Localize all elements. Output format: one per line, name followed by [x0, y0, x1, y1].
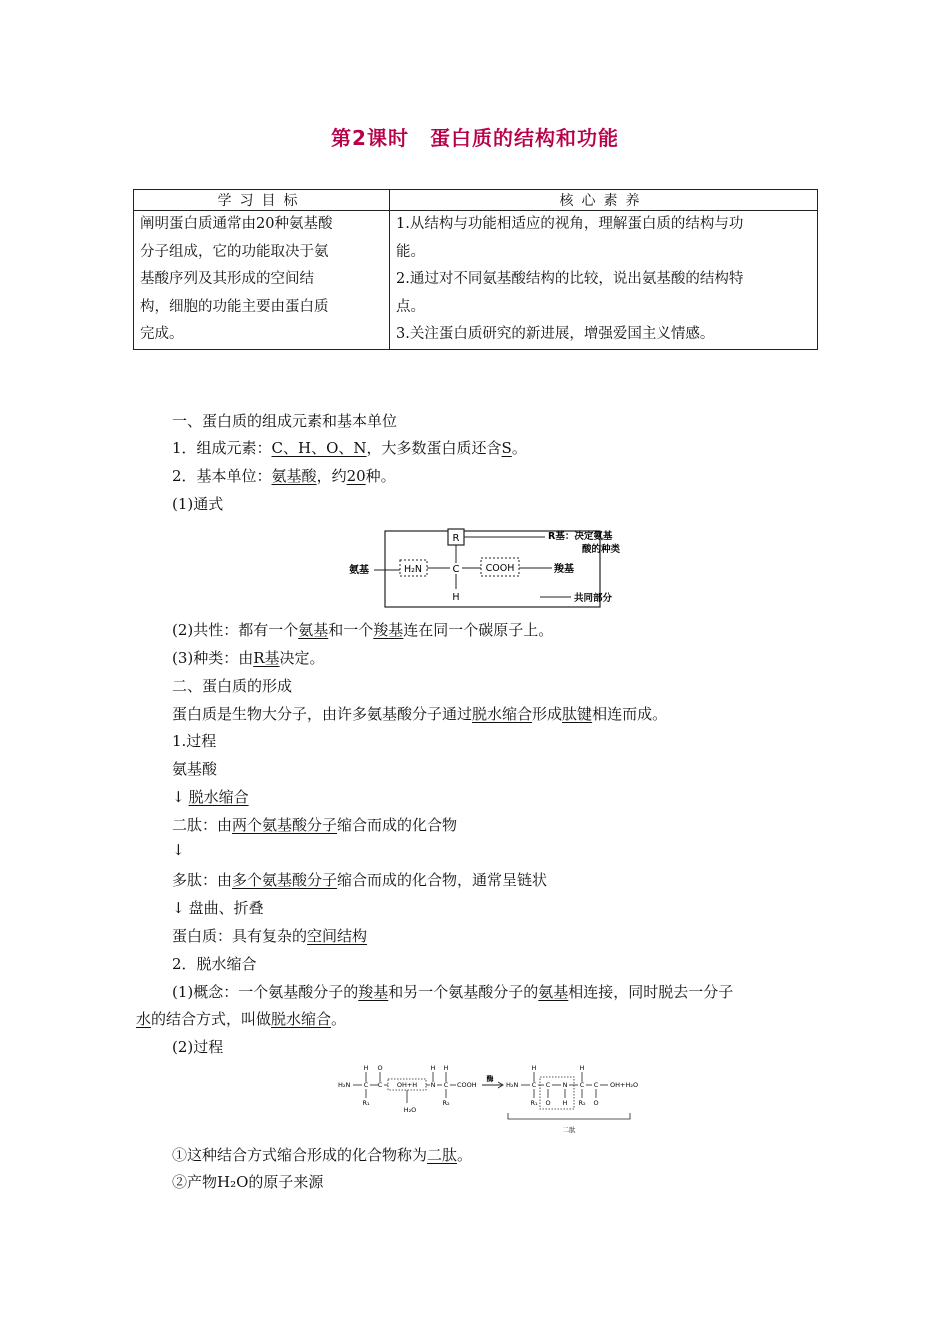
- nitrogen-atom: N: [562, 1081, 568, 1089]
- header-objective: 学习目标: [134, 190, 390, 211]
- down-arrow-icon: ↓: [172, 788, 185, 806]
- flow-protein: 蛋白质：具有复杂的空间结构: [172, 927, 368, 945]
- hydrogen-atom: H: [452, 592, 460, 603]
- oxygen-atom: O: [377, 1064, 383, 1072]
- header-literacy: 核心素养: [390, 190, 818, 211]
- flow-step3: ↓ 盘曲、折叠: [172, 899, 264, 917]
- answer-amino-acid: 氨基酸: [271, 467, 317, 485]
- answer-elements: C、H、O、N: [271, 439, 367, 457]
- down-arrow-icon: ↓: [172, 841, 185, 859]
- kind-line: (3)种类：由R基决定。: [172, 649, 325, 667]
- r1-group: R₁: [362, 1099, 370, 1107]
- h-atom: H: [363, 1064, 369, 1072]
- goals-table: [133, 189, 818, 350]
- carbon-atom: C: [443, 1081, 449, 1089]
- common-part-label: 共同部分: [574, 593, 613, 604]
- objective-cell: [134, 211, 390, 350]
- flow-amino-acid: 氨基酸: [172, 760, 218, 778]
- carboxyl-group: COOH: [457, 1081, 477, 1089]
- common-feature-line: (2)共性：都有一个氨基和一个羧基连在同一个碳原子上。: [172, 621, 554, 639]
- objective-text: 阐明蛋白质通常由20种氨基酸 分子组成，它的功能取决于氨 基酸序列及其形成的空间结 构，细胞的功能主要由蛋白质 完成。: [140, 216, 333, 342]
- flow-dipeptide: 二肽：由两个氨基酸分子缩合而成的化合物: [172, 816, 458, 834]
- amino-label: 氨基: [349, 565, 369, 576]
- literacy-line: 1.从结构与功能相适应的视角，理解蛋白质的结构与功: [396, 216, 744, 232]
- basic-unit-line: 2．基本单位：氨基酸，约20种。: [172, 467, 396, 485]
- carbon-atom: C: [363, 1081, 369, 1089]
- oxygen-atom: O: [593, 1099, 599, 1107]
- amino-group: H₂N: [338, 1081, 351, 1089]
- formula-label: (1)通式: [172, 495, 224, 513]
- flow-step2: [172, 841, 189, 859]
- flow-step1: ↓ 脱水缩合: [172, 788, 249, 806]
- flow-polypeptide: 多肽：由多个氨基酸分子缩合而成的化合物，通常呈链状: [172, 871, 548, 889]
- dehydration-condensation-diagram: [338, 1063, 648, 1138]
- section1-heading: 一、蛋白质的组成元素和基本单位: [172, 412, 398, 430]
- r-group-label-1: R基：决定氨基: [548, 531, 613, 542]
- nitrogen-atom: N: [430, 1081, 436, 1089]
- r-group: R: [452, 533, 460, 544]
- down-arrow-icon: ↓: [172, 899, 185, 917]
- h-atom: H: [531, 1064, 537, 1072]
- oh-h-group: OH+H: [396, 1081, 418, 1089]
- r2-group: R₂: [442, 1099, 450, 1107]
- alpha-carbon: C: [452, 564, 460, 575]
- carboxyl-label: 羧基: [554, 564, 574, 575]
- process-heading: 1.过程: [172, 732, 217, 750]
- amino-group: H₂N: [403, 564, 423, 575]
- answer-sulfur: S: [501, 439, 512, 457]
- literacy-line: 2.通过对不同氨基酸结构的比较，说出氨基酸的结构特: [396, 271, 744, 287]
- section2-heading: 二、蛋白质的形成: [172, 677, 293, 695]
- oxygen-atom: O: [545, 1099, 551, 1107]
- page-title: 第2课时 蛋白质的结构和功能: [331, 126, 619, 150]
- literacy-line: 3.关注蛋白质研究的新进展，增强爱国主义情感。: [396, 326, 715, 342]
- answer-count: 20: [346, 467, 366, 485]
- carbon-atom: C: [531, 1081, 537, 1089]
- h-atom: H: [562, 1099, 568, 1107]
- amino-acid-formula-diagram: [345, 525, 645, 610]
- water-product: H₂O: [403, 1106, 417, 1114]
- carbon-atom: C: [545, 1081, 551, 1089]
- elements-line: 1．组成元素：C、H、O、N，大多数蛋白质还含S。: [172, 439, 527, 457]
- literacy-cell: [390, 211, 818, 350]
- carbon-atom: C: [593, 1081, 599, 1089]
- amino-group: H₂N: [506, 1081, 519, 1089]
- oh-water-product: OH+H₂O: [610, 1081, 639, 1089]
- concept-line-2: 水的结合方式，叫做脱水缩合。: [136, 1010, 347, 1028]
- protein-intro-line: 蛋白质是生物大分子，由许多氨基酸分子通过脱水缩合形成肽键相连而成。: [172, 705, 668, 723]
- dehydration-heading: 2．脱水缩合: [172, 955, 257, 973]
- dipeptide-label: 二肽: [562, 1126, 576, 1134]
- concept-line-1: (1)概念：一个氨基酸分子的羧基和另一个氨基酸分子的氨基相连接，同时脱去一分子: [172, 983, 734, 1001]
- r-group-label-2: 酸的种类: [582, 544, 621, 555]
- carbon-atom: C: [377, 1081, 383, 1089]
- water-source-line: ②产物H₂O的原子来源: [172, 1173, 324, 1191]
- carbon-atom: C: [579, 1081, 585, 1089]
- h-atom: H: [430, 1064, 436, 1072]
- enzyme-label: 酶: [486, 1075, 494, 1083]
- carboxyl-group: COOH: [485, 563, 515, 574]
- h-atom: H: [443, 1064, 449, 1072]
- r1-group: R₁: [530, 1099, 538, 1107]
- literacy-line: 能。: [396, 243, 425, 260]
- r2-group: R₂: [578, 1099, 586, 1107]
- dipeptide-naming-line: ①这种结合方式缩合形成的化合物称为二肽。: [172, 1146, 473, 1164]
- process2-label: (2)过程: [172, 1038, 224, 1056]
- literacy-line: 点。: [396, 298, 425, 315]
- h-atom: H: [579, 1064, 585, 1072]
